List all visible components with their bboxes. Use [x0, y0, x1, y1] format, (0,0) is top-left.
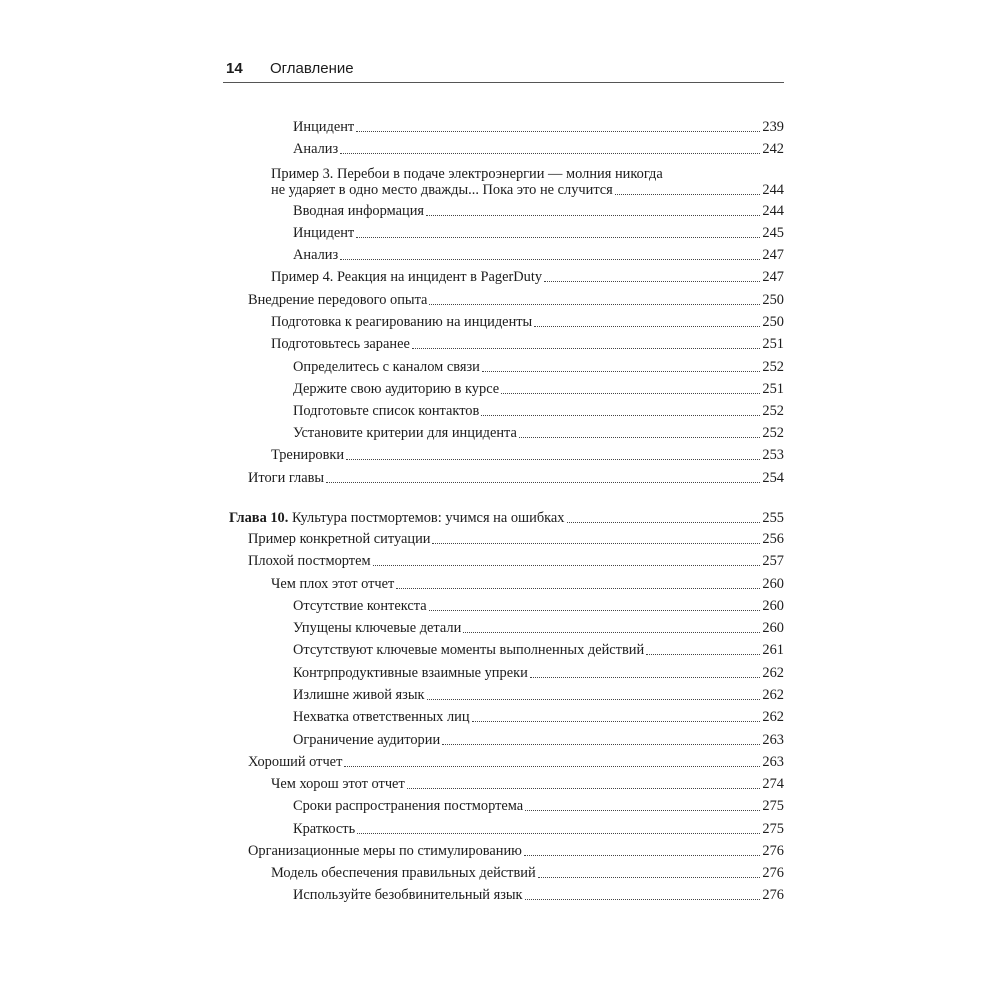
dot-leader [615, 194, 761, 195]
toc-entry[interactable]: Чем плох этот отчет 260 [271, 576, 784, 592]
toc-entry[interactable]: Модель обеспечения правильных действий 276 [271, 865, 784, 881]
dot-leader [412, 348, 761, 349]
toc-entry[interactable]: Пример конкретной ситуации 256 [248, 531, 784, 547]
toc-entry-line1[interactable]: Пример 3. Перебои в подаче электроэнергии — молния никогда [271, 166, 663, 182]
dot-leader [356, 131, 760, 132]
dot-leader [340, 153, 760, 154]
toc-entry[interactable]: Хороший отчет 263 [248, 754, 784, 770]
toc-entry[interactable]: Пример 4. Реакция на инцидент в PagerDuty 247 [271, 269, 784, 285]
toc-entry[interactable]: Установите критерии для инцидента 252 [293, 425, 784, 441]
dot-leader [525, 899, 761, 900]
toc-entry[interactable]: Итоги главы 254 [248, 470, 784, 486]
dot-leader [426, 215, 760, 216]
dot-leader [472, 721, 761, 722]
toc-entry[interactable]: Излишне живой язык 262 [293, 687, 784, 703]
dot-leader [432, 543, 760, 544]
toc-entry[interactable]: Ограничение аудитории 263 [293, 732, 784, 748]
toc-entry[interactable]: Внедрение передового опыта 250 [248, 292, 784, 308]
toc-entry[interactable]: Используйте безобвинительный язык 276 [293, 887, 784, 903]
dot-leader [544, 281, 760, 282]
toc-entry[interactable]: Плохой постмортем 257 [248, 553, 784, 569]
toc-entry[interactable]: Сроки распространения постмортема 275 [293, 798, 784, 814]
toc-entry[interactable]: Чем хорош этот отчет 274 [271, 776, 784, 792]
dot-leader [538, 877, 761, 878]
toc-entry[interactable]: Нехватка ответственных лиц 262 [293, 709, 784, 725]
dot-leader [326, 482, 760, 483]
chapter-number: Глава 10. [229, 510, 289, 526]
running-title: Оглавление [270, 60, 354, 77]
toc-entry[interactable]: Определитесь с каналом связи 252 [293, 359, 784, 375]
dot-leader [534, 326, 760, 327]
toc-entry[interactable]: Краткость 275 [293, 821, 784, 837]
toc-entry[interactable]: Инцидент 239 [293, 119, 784, 135]
toc-entry[interactable]: Инцидент 245 [293, 225, 784, 241]
dot-leader [482, 371, 761, 372]
dot-leader [340, 259, 760, 260]
toc-chapter-entry[interactable]: Глава 10. Культура постмортемов: учимся на ошибках 255 [229, 510, 784, 526]
toc-entry[interactable]: Организационные меры по стимулированию 276 [248, 843, 784, 859]
dot-leader [646, 654, 760, 655]
dot-leader [427, 699, 761, 700]
dot-leader [525, 810, 760, 811]
dot-leader [567, 522, 761, 523]
toc-entry[interactable]: Анализ 242 [293, 141, 784, 157]
dot-leader [356, 237, 760, 238]
dot-leader [442, 744, 760, 745]
toc-entry[interactable]: не ударяет в одно место дважды... Пока это не случится 244 [271, 182, 784, 198]
dot-leader [519, 437, 760, 438]
toc-entry[interactable]: Подготовьте список контактов 252 [293, 403, 784, 419]
dot-leader [373, 565, 761, 566]
dot-leader [346, 459, 760, 460]
dot-leader [429, 610, 761, 611]
dot-leader [463, 632, 760, 633]
page-number: 14 [226, 60, 243, 77]
toc-entry[interactable]: Вводная информация 244 [293, 203, 784, 219]
toc-entry[interactable]: Держите свою аудиторию в курсе 251 [293, 381, 784, 397]
toc-entry[interactable]: Анализ 247 [293, 247, 784, 263]
dot-leader [407, 788, 761, 789]
dot-leader [501, 393, 760, 394]
dot-leader [357, 833, 760, 834]
toc-entry[interactable]: Отсутствие контекста 260 [293, 598, 784, 614]
dot-leader [524, 855, 760, 856]
toc-entry[interactable]: Подготовьтесь заранее 251 [271, 336, 784, 352]
dot-leader [481, 415, 760, 416]
toc-entry[interactable]: Контрпродуктивные взаимные упреки 262 [293, 665, 784, 681]
dot-leader [530, 677, 761, 678]
dot-leader [344, 766, 760, 767]
toc-entry[interactable]: Подготовка к реагированию на инциденты 250 [271, 314, 784, 330]
dot-leader [396, 588, 760, 589]
toc-entry[interactable]: Отсутствуют ключевые моменты выполненных действий 261 [293, 642, 784, 658]
dot-leader [429, 304, 760, 305]
toc-entry[interactable]: Упущены ключевые детали 260 [293, 620, 784, 636]
toc-entry[interactable]: Тренировки 253 [271, 447, 784, 463]
